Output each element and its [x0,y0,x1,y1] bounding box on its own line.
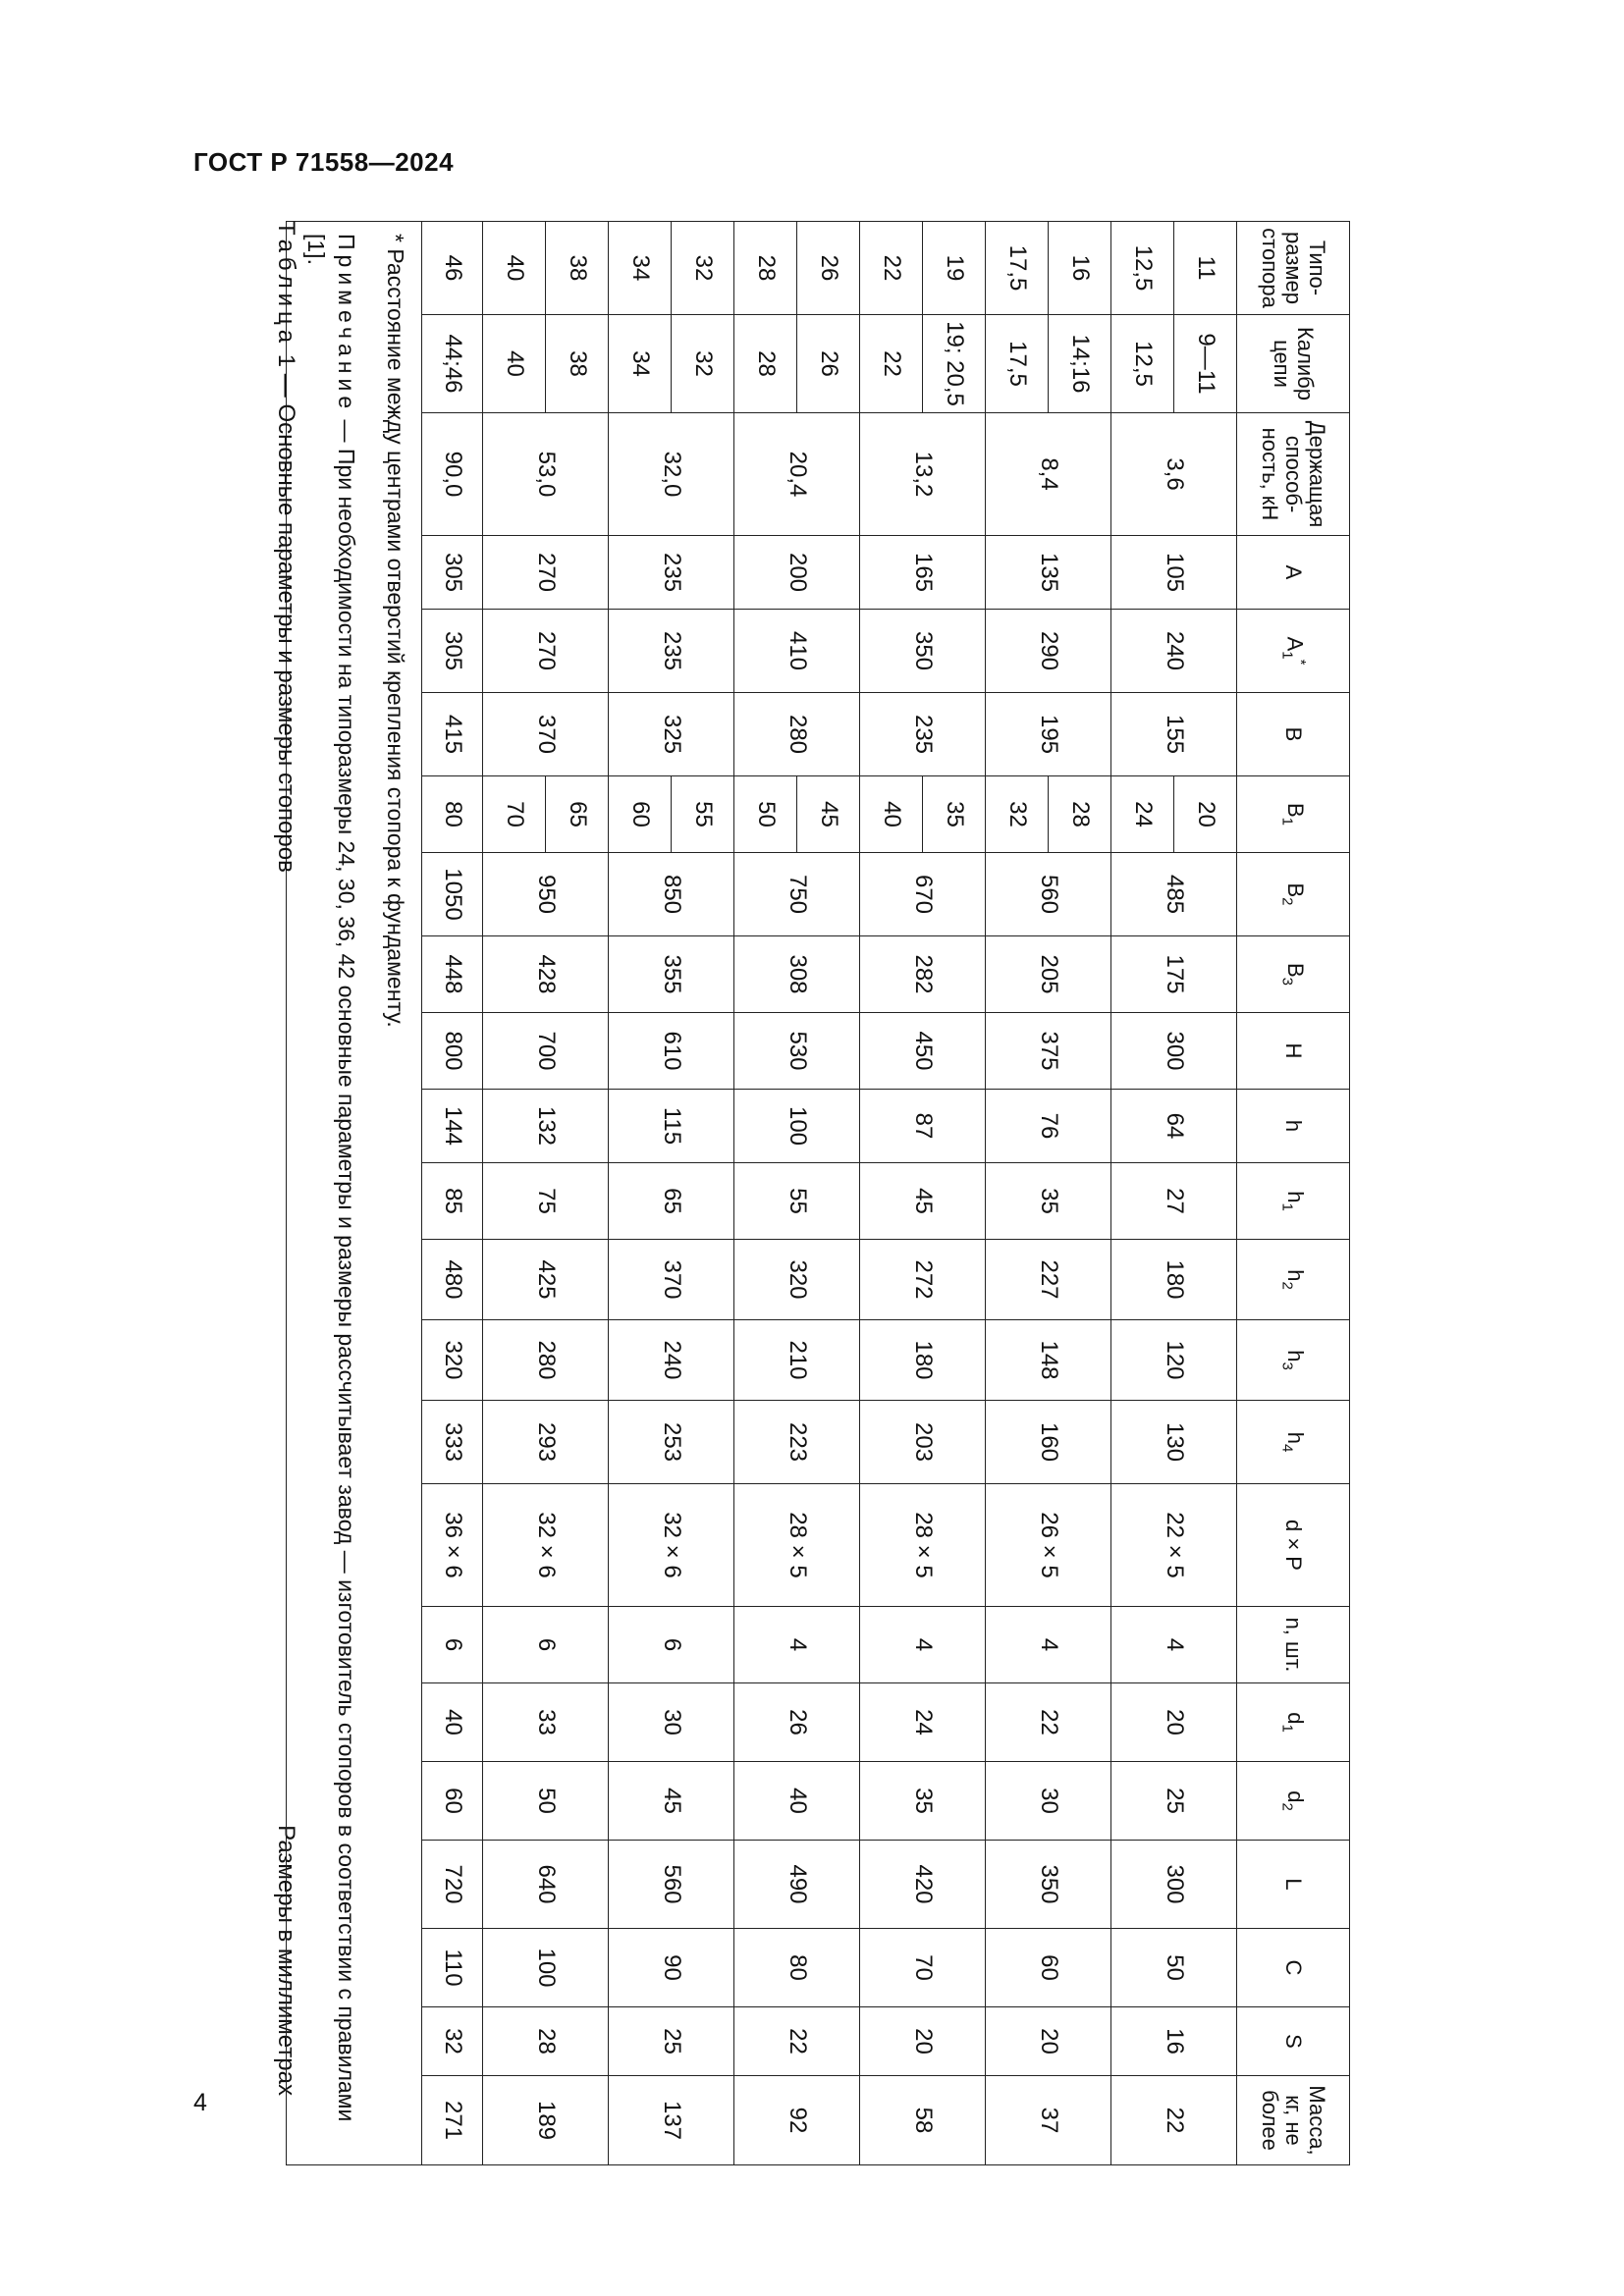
cell-d2: 35 [860,1762,986,1841]
cell-b2: 850 [609,853,734,936]
header-d1-sub: 1 [1279,1724,1297,1733]
cell-h2: 227 [986,1240,1111,1320]
header-h1-base: h [1283,1191,1309,1203]
header-row [1237,222,1350,2165]
document-title: ГОСТ Р 71558—2024 [193,147,455,177]
cell-size: 12,5 [1111,222,1174,315]
cell-l: 300 [1111,1841,1237,1929]
header-h4 [1237,1401,1350,1484]
table-caption [272,221,299,873]
cell-d1: 33 [483,1683,609,1762]
header-a1 [1237,610,1350,693]
cell-caliber: 19; 20,5 [923,315,986,413]
cell-a1: 290 [986,610,1111,693]
cell-a1: 350 [860,610,986,693]
cell-h2: 480 [422,1240,483,1320]
cell-size: 32 [672,222,734,315]
cell-h3: 280 [483,1320,609,1401]
cell-c: 110 [422,1929,483,2007]
cell-h4: 223 [734,1401,860,1484]
cell-h1: 65 [609,1163,734,1240]
cell-d1: 26 [734,1683,860,1762]
cell-h3: 120 [1111,1320,1237,1401]
cell-h: 64 [1111,1090,1237,1163]
cell-d2: 50 [483,1762,609,1841]
cell-s: 22 [734,2007,860,2076]
cell-size: 34 [609,222,672,315]
cell-n: 4 [986,1607,1111,1683]
cell-s: 28 [483,2007,609,2076]
cell-h1: 35 [986,1163,1111,1240]
cell-h3: 180 [860,1320,986,1401]
cell-h1: 45 [860,1163,986,1240]
cell-dp: 28 × 5 [734,1484,860,1607]
cell-h: 144 [422,1090,483,1163]
cell-b2: 560 [986,853,1111,936]
note-text: — При необходимости на типоразмеры 24, 30, 36, 42 основные параметры и размеры рассчитывает завод — изготовитель стопоров в соответствии с правилами [1]. [302,234,359,2122]
cell-h-upper: 610 [609,1013,734,1090]
header-b3 [1237,936,1350,1013]
cell-b3: 428 [483,936,609,1013]
header-d2 [1237,1762,1350,1841]
table-body [286,222,1236,2165]
cell-b1: 45 [797,776,860,853]
cell-h1: 75 [483,1163,609,1240]
header-size: Типо-размер стопора [1237,222,1350,315]
cell-h4: 293 [483,1401,609,1484]
cell-mass: 37 [986,2076,1111,2165]
cell-a1: 410 [734,610,860,693]
table-note [300,234,361,2153]
cell-b3: 175 [1111,936,1237,1013]
header-caliber: Калибр цепи [1237,315,1350,413]
cell-caliber: 44;46 [422,315,483,413]
cell-l: 490 [734,1841,860,1929]
cell-mass: 22 [1111,2076,1237,2165]
header-capacity: Держащая способ-ность, кН [1237,413,1350,536]
cell-l: 560 [609,1841,734,1929]
cell-h: 76 [986,1090,1111,1163]
cell-n: 6 [483,1607,609,1683]
cell-dp: 26 × 5 [986,1484,1111,1607]
cell-n: 6 [609,1607,734,1683]
cell-d2: 40 [734,1762,860,1841]
cell-b: 280 [734,693,860,776]
cell-b: 155 [1111,693,1237,776]
table-row [422,222,483,2165]
cell-caliber: 22 [860,315,923,413]
parameters-table [286,221,1350,2165]
cell-s: 16 [1111,2007,1237,2076]
cell-h: 115 [609,1090,734,1163]
cell-h1: 55 [734,1163,860,1240]
cell-d2: 45 [609,1762,734,1841]
table-row [1049,222,1111,2165]
cell-capacity: 20,4 [734,413,860,536]
header-dp: d × P [1237,1484,1350,1607]
cell-size: 19 [923,222,986,315]
cell-b: 325 [609,693,734,776]
cell-d1: 24 [860,1683,986,1762]
cell-a: 200 [734,536,860,610]
cell-caliber: 38 [546,315,609,413]
cell-h-upper: 530 [734,1013,860,1090]
cell-h3: 320 [422,1320,483,1401]
header-a1-sub: 1 [1278,651,1296,660]
caption-label: Таблица [273,221,299,348]
cell-caliber: 26 [797,315,860,413]
cell-d1: 22 [986,1683,1111,1762]
header-h1 [1237,1163,1350,1240]
cell-a: 135 [986,536,1111,610]
cell-b3: 308 [734,936,860,1013]
header-h: h [1237,1090,1350,1163]
cell-capacity: 90,0 [422,413,483,536]
cell-l: 350 [986,1841,1111,1929]
cell-h4: 333 [422,1401,483,1484]
cell-b1: 50 [734,776,797,853]
cell-a1: 270 [483,610,609,693]
cell-capacity: 3,6 [1111,413,1237,536]
cell-h4: 253 [609,1401,734,1484]
cell-h3: 240 [609,1320,734,1401]
cell-s: 20 [860,2007,986,2076]
table-row [923,222,986,2165]
header-h-upper: H [1237,1013,1350,1090]
header-b3-sub: 3 [1279,977,1297,987]
cell-b2: 670 [860,853,986,936]
cell-b3: 205 [986,936,1111,1013]
cell-b1: 60 [609,776,672,853]
cell-c: 100 [483,1929,609,2007]
cell-h1: 27 [1111,1163,1237,1240]
header-b2-sub: 2 [1279,897,1297,906]
caption-text: 1 — Основные параметры и размеры стопоров [273,353,299,873]
table-row [797,222,860,2165]
cell-c: 80 [734,1929,860,2007]
cell-h-upper: 450 [860,1013,986,1090]
cell-dp: 28 × 5 [860,1484,986,1607]
cell-h: 132 [483,1090,609,1163]
cell-n: 4 [734,1607,860,1683]
header-b2 [1237,853,1350,936]
cell-b1: 24 [1111,776,1174,853]
header-h2-base: h [1283,1269,1309,1282]
cell-caliber: 40 [483,315,546,413]
cell-s: 32 [422,2007,483,2076]
cell-caliber: 32 [672,315,734,413]
cell-a: 305 [422,536,483,610]
cell-d1: 30 [609,1683,734,1762]
header-a: A [1237,536,1350,610]
cell-dp: 22 × 5 [1111,1484,1237,1607]
cell-a: 165 [860,536,986,610]
cell-b1: 28 [1049,776,1111,853]
cell-d2: 25 [1111,1762,1237,1841]
cell-h2: 425 [483,1240,609,1320]
cell-h1: 85 [422,1163,483,1240]
header-b1-base: B [1283,802,1309,818]
cell-h-upper: 700 [483,1013,609,1090]
cell-d1: 20 [1111,1683,1237,1762]
cell-b1: 20 [1174,776,1237,853]
header-h2-sub: 2 [1279,1281,1297,1290]
cell-a: 235 [609,536,734,610]
cell-b1: 35 [923,776,986,853]
header-d1-base: d [1283,1712,1309,1725]
rotated-table-block [250,211,1370,2156]
cell-b: 415 [422,693,483,776]
cell-dp: 32 × 6 [609,1484,734,1607]
cell-caliber: 12,5 [1111,315,1174,413]
cell-b2: 485 [1111,853,1237,936]
cell-b3: 355 [609,936,734,1013]
cell-mass: 189 [483,2076,609,2165]
cell-size: 22 [860,222,923,315]
cell-c: 70 [860,1929,986,2007]
cell-d2: 30 [986,1762,1111,1841]
cell-b1: 80 [422,776,483,853]
cell-h2: 320 [734,1240,860,1320]
cell-b1: 65 [546,776,609,853]
header-b2-base: B [1283,882,1309,898]
cell-capacity: 32,0 [609,413,734,536]
table-footnote: * Расстояние между центрами отверстий крепления стопора к фундаменту. [383,234,408,1028]
cell-size: 46 [422,222,483,315]
cell-b1: 32 [986,776,1049,853]
header-c: C [1237,1929,1350,2007]
table-row [1174,222,1237,2165]
cell-b2: 750 [734,853,860,936]
cell-h-upper: 300 [1111,1013,1237,1090]
header-d2-sub: 2 [1279,1802,1297,1811]
cell-size: 38 [546,222,609,315]
cell-d2: 60 [422,1762,483,1841]
cell-mass: 271 [422,2076,483,2165]
cell-l: 720 [422,1841,483,1929]
cell-capacity: 13,2 [860,413,986,536]
page-number: 4 [193,2089,207,2116]
cell-mass: 137 [609,2076,734,2165]
header-d2-base: d [1283,1790,1309,1803]
cell-a1: 240 [1111,610,1237,693]
header-h3-sub: 3 [1279,1362,1297,1370]
cell-caliber: 9—11 [1174,315,1237,413]
cell-caliber: 14;16 [1049,315,1111,413]
notes-row [286,222,421,2165]
cell-h4: 203 [860,1401,986,1484]
cell-h: 87 [860,1090,986,1163]
cell-a: 270 [483,536,609,610]
cell-b3: 448 [422,936,483,1013]
header-b: B [1237,693,1350,776]
cell-c: 90 [609,1929,734,2007]
cell-b1: 70 [483,776,546,853]
cell-s: 25 [609,2007,734,2076]
cell-size: 26 [797,222,860,315]
cell-size: 28 [734,222,797,315]
cell-caliber: 34 [609,315,672,413]
cell-h: 100 [734,1090,860,1163]
cell-caliber: 17,5 [986,315,1049,413]
cell-capacity: 53,0 [483,413,609,536]
header-h3-base: h [1283,1350,1309,1362]
cell-h2: 180 [1111,1240,1237,1320]
cell-capacity: 8,4 [986,413,1111,536]
cell-n: 6 [422,1607,483,1683]
header-d1 [1237,1683,1350,1762]
cell-h-upper: 800 [422,1013,483,1090]
cell-n: 4 [860,1607,986,1683]
cell-dp: 32 × 6 [483,1484,609,1607]
header-b1 [1237,776,1350,853]
note-label: Примечание [333,234,359,414]
cell-d1: 40 [422,1683,483,1762]
cell-b1: 40 [860,776,923,853]
cell-b3: 282 [860,936,986,1013]
cell-b1: 55 [672,776,734,853]
header-s: S [1237,2007,1350,2076]
header-h2 [1237,1240,1350,1320]
cell-h-upper: 375 [986,1013,1111,1090]
cell-b: 195 [986,693,1111,776]
cell-mass: 92 [734,2076,860,2165]
cell-n: 4 [1111,1607,1237,1683]
cell-a: 105 [1111,536,1237,610]
header-a1-sup: * [1292,659,1310,666]
cell-l: 640 [483,1841,609,1929]
header-h4-sub: 4 [1279,1443,1297,1453]
cell-size: 40 [483,222,546,315]
header-h4-base: h [1283,1431,1309,1444]
units-label: Размеры в миллиметрах [273,1825,299,2096]
cell-a1: 235 [609,610,734,693]
cell-b: 370 [483,693,609,776]
cell-size: 17,5 [986,222,1049,315]
cell-caliber: 28 [734,315,797,413]
header-b1-sub: 1 [1279,817,1297,827]
header-h3 [1237,1320,1350,1401]
cell-h2: 272 [860,1240,986,1320]
table-row [672,222,734,2165]
cell-h2: 370 [609,1240,734,1320]
cell-a1: 305 [422,610,483,693]
cell-b: 235 [860,693,986,776]
cell-c: 60 [986,1929,1111,2007]
cell-h3: 148 [986,1320,1111,1401]
cell-h4: 130 [1111,1401,1237,1484]
header-n: n, шт. [1237,1607,1350,1683]
cell-mass: 58 [860,2076,986,2165]
header-a1-base: A [1282,636,1308,652]
table-row [546,222,609,2165]
cell-c: 50 [1111,1929,1237,2007]
cell-s: 20 [986,2007,1111,2076]
cell-h4: 160 [986,1401,1111,1484]
cell-dp: 36 × 6 [422,1484,483,1607]
cell-b2: 1050 [422,853,483,936]
cell-size: 11 [1174,222,1237,315]
notes-cell [286,222,421,2165]
header-l: L [1237,1841,1350,1929]
header-h1-sub: 1 [1279,1202,1297,1211]
header-b3-base: B [1283,962,1309,978]
header-mass: Масса, кг, не более [1237,2076,1350,2165]
cell-size: 16 [1049,222,1111,315]
cell-l: 420 [860,1841,986,1929]
cell-h3: 210 [734,1320,860,1401]
cell-b2: 950 [483,853,609,936]
